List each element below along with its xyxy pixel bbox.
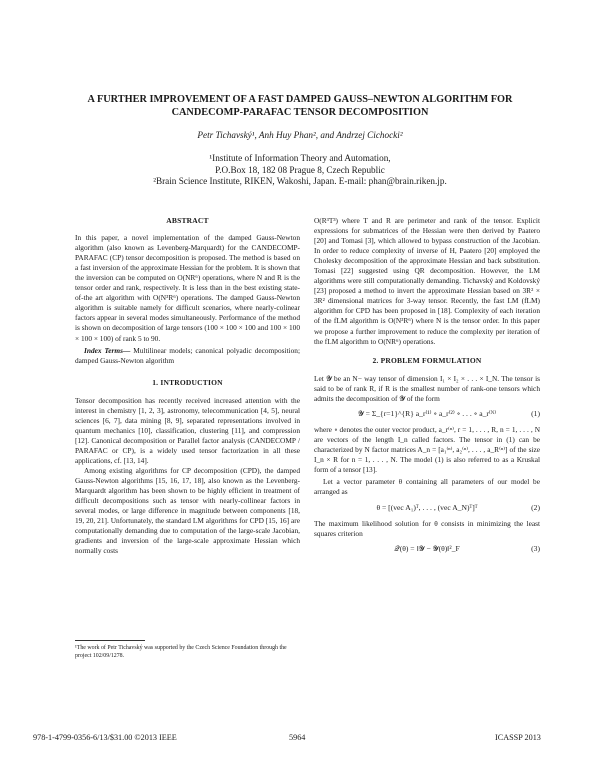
footer-copyright: 978-1-4799-0356-6/13/$31.00 ©2013 IEEE: [33, 733, 177, 742]
equation-1-number: (1): [531, 408, 540, 418]
conference-name: ICASSP 2013: [495, 733, 541, 742]
equation-1-body: 𝓨 = Σ_{r=1}^{R} a_r⁽¹⁾ ∘ a_r⁽²⁾ ∘ . . . ∘ a_r⁽ᴺ⁾: [357, 408, 497, 418]
problem-formulation-heading: 2. PROBLEM FORMULATION: [372, 355, 482, 365]
right-paragraph-3: where ∘ denotes the outer vector product, a_r⁽ⁿ⁾, r = 1, . . . , R, n = 1, . . . , N are vectors of the length I_n called factors. The tensor in (1) can be characterized by N factor matrices A_n = [a₁⁽ⁿ⁾, a₂⁽ⁿ⁾, . . . , a_R⁽ⁿ⁾] of the size I_n × R for n = 1, . . . , N. The model (1) is also referred to as a Kruskal form of a tensor [13].: [314, 424, 540, 475]
affiliations: [0, 153, 600, 188]
title-line-2: CANDECOMP-PARAFAC TENSOR DECOMPOSITION: [171, 107, 429, 118]
footnote-rule: [75, 640, 145, 641]
right-paragraph-4: Let a vector parameter θ containing all parameters of our model be arranged as: [314, 477, 540, 497]
index-terms-text: Multilinear models; canonical polyadic decomposition; damped Gauss-Newton algorithm: [75, 345, 300, 365]
footnote: ¹The work of Petr Tichavský was supported by the Czech Science Foundation through the project 102/09/1278.: [75, 645, 287, 659]
left-column: [75, 216, 300, 556]
paper-title: [40, 93, 560, 119]
affiliation-line-1: ¹Institute of Information Theory and Automation,: [209, 153, 391, 163]
index-terms: [75, 346, 300, 366]
abstract-text: In this paper, a novel implementation of the damped Gauss-Newton algorithm (also known as Levenberg-Marquardt) for the CANDECOMP-PARAFAC (CP) tensor decomposition is proposed. The method is based on a fast inversion of the approximate Hessian for the problem. It is shown that the inversion can be computed on O(NR⁶) operations, where N and R is the tensor order and rank, respectively. It is less than in the best existing state-of-the art algorithm with O(N³R⁶) operations. The damped Gauss-Newton algorithm is suitable namely for difficult scenarios, where nearly-colinear factors appear in several modes simultaneously. Performance of the method is shown on decomposition of large tensors (100 × 100 × 100 and 100 × 100 × 100 × 100) of rank 5 to 90.: [75, 233, 300, 343]
right-column: [314, 216, 540, 554]
title-line-1: A FURTHER IMPROVEMENT OF A FAST DAMPED GAUSS–NEWTON ALGORITHM FOR: [87, 94, 513, 105]
right-paragraph-5: The maximum likelihood solution for θ consists in minimizing the least squares criterion: [314, 519, 540, 539]
equation-3: [314, 544, 540, 554]
affiliation-line-2: P.O.Box 18, 182 08 Prague 8, Czech Republic: [215, 164, 385, 175]
equation-2-number: (2): [531, 503, 540, 513]
equation-2-body: θ = [(vec A₁)ᵀ, . . . , (vec A_N)ᵀ]ᵀ: [376, 503, 478, 513]
intro-paragraph-2: Among existing algorithms for CP decomposition (CPD), the damped Gauss-Newton algorithms [15, 16, 17, 18], also known as the Levenberg-Marquardt algorithm has been shown to be highly efficient in treatment of difficult decompositions such as tensor with nearly-collinear factors in several modes, or large difference in magnitude between components [18, 19, 20, 21]. Unfortunately, the standard LM algorithms for CPD [15, 16] are computationally demanding due to computation of the large-scale Jacobian, gradients and inversion of the large-scale approximate Hessian which normally costs: [75, 466, 300, 556]
index-terms-label: Index Terms—: [84, 345, 131, 355]
right-paragraph-2: Let 𝓨 be an N− way tensor of dimension I₁ × I₂ × . . . × I_N. The tensor is said to be of rank R, if R is the smallest number of rank-one tensors which admits the decomposition of 𝓨 of the form: [314, 373, 540, 403]
introduction-heading: 1. INTRODUCTION: [152, 377, 223, 387]
authors: Petr Tichavský¹, Anh Huy Phan², and Andrzej Cichocki²: [197, 130, 403, 140]
right-paragraph-1: O(R³T³) where T and R are perimeter and rank of the tensor. Explicit expressions for submatrices of the Hessian were then derived by Paatero [20] and Tomasi [3], which allowed to bypass construction of the Jacobian. In order to reduce complexity of inverse of H, Paatero [20] employed the Cholesky decomposition of the approximate Hessian and back substitution. Tomasi [22] suggested using QR decomposition. However, the LM algorithms were still computationally demanding. Tichavský and Koldovský [23] proposed a method to invert the approximate Hessian based on 3R² × 3R² dimensional matrices for 3-way tensor. Recently, the fast LM (fLM) algorithm for CPD has been proposed in [18]. Complexity of each iteration of the fLM algorithm is O(N³R⁶) where N is the tensor order. In this paper we propose a further improvement to reduce the complexity per iteration of the fLM algorithm to O(NR⁶) operations.: [314, 216, 540, 346]
abstract-heading: ABSTRACT: [166, 216, 209, 225]
equation-2: [314, 503, 540, 513]
page-number: 5964: [289, 733, 306, 742]
equation-1: [314, 409, 540, 419]
affiliation-line-3: ²Brain Science Institute, RIKEN, Wakoshi, Japan. E-mail: phan@brain.riken.jp.: [153, 176, 447, 186]
equation-3-number: (3): [531, 544, 540, 554]
intro-paragraph-1: Tensor decomposition has recently received increased attention with the interest in chemistry [1, 2, 3], astronomy, telecommunication [4, 5], neural sciences [6, 7], data mining [8, 9], separated representations involved in quantum mechanics [10], classification, clustering [11], and compression [12]. Canonical decomposition or Parallel factor analysis (CANDECOMP / PARAFAC or CP), is a widely used tensor factorization in all these applications, cf. [13, 14].: [75, 395, 300, 465]
equation-3-body: 𝒬(θ) = ‖𝓨 − 𝓨(θ)‖²_F: [394, 544, 460, 554]
